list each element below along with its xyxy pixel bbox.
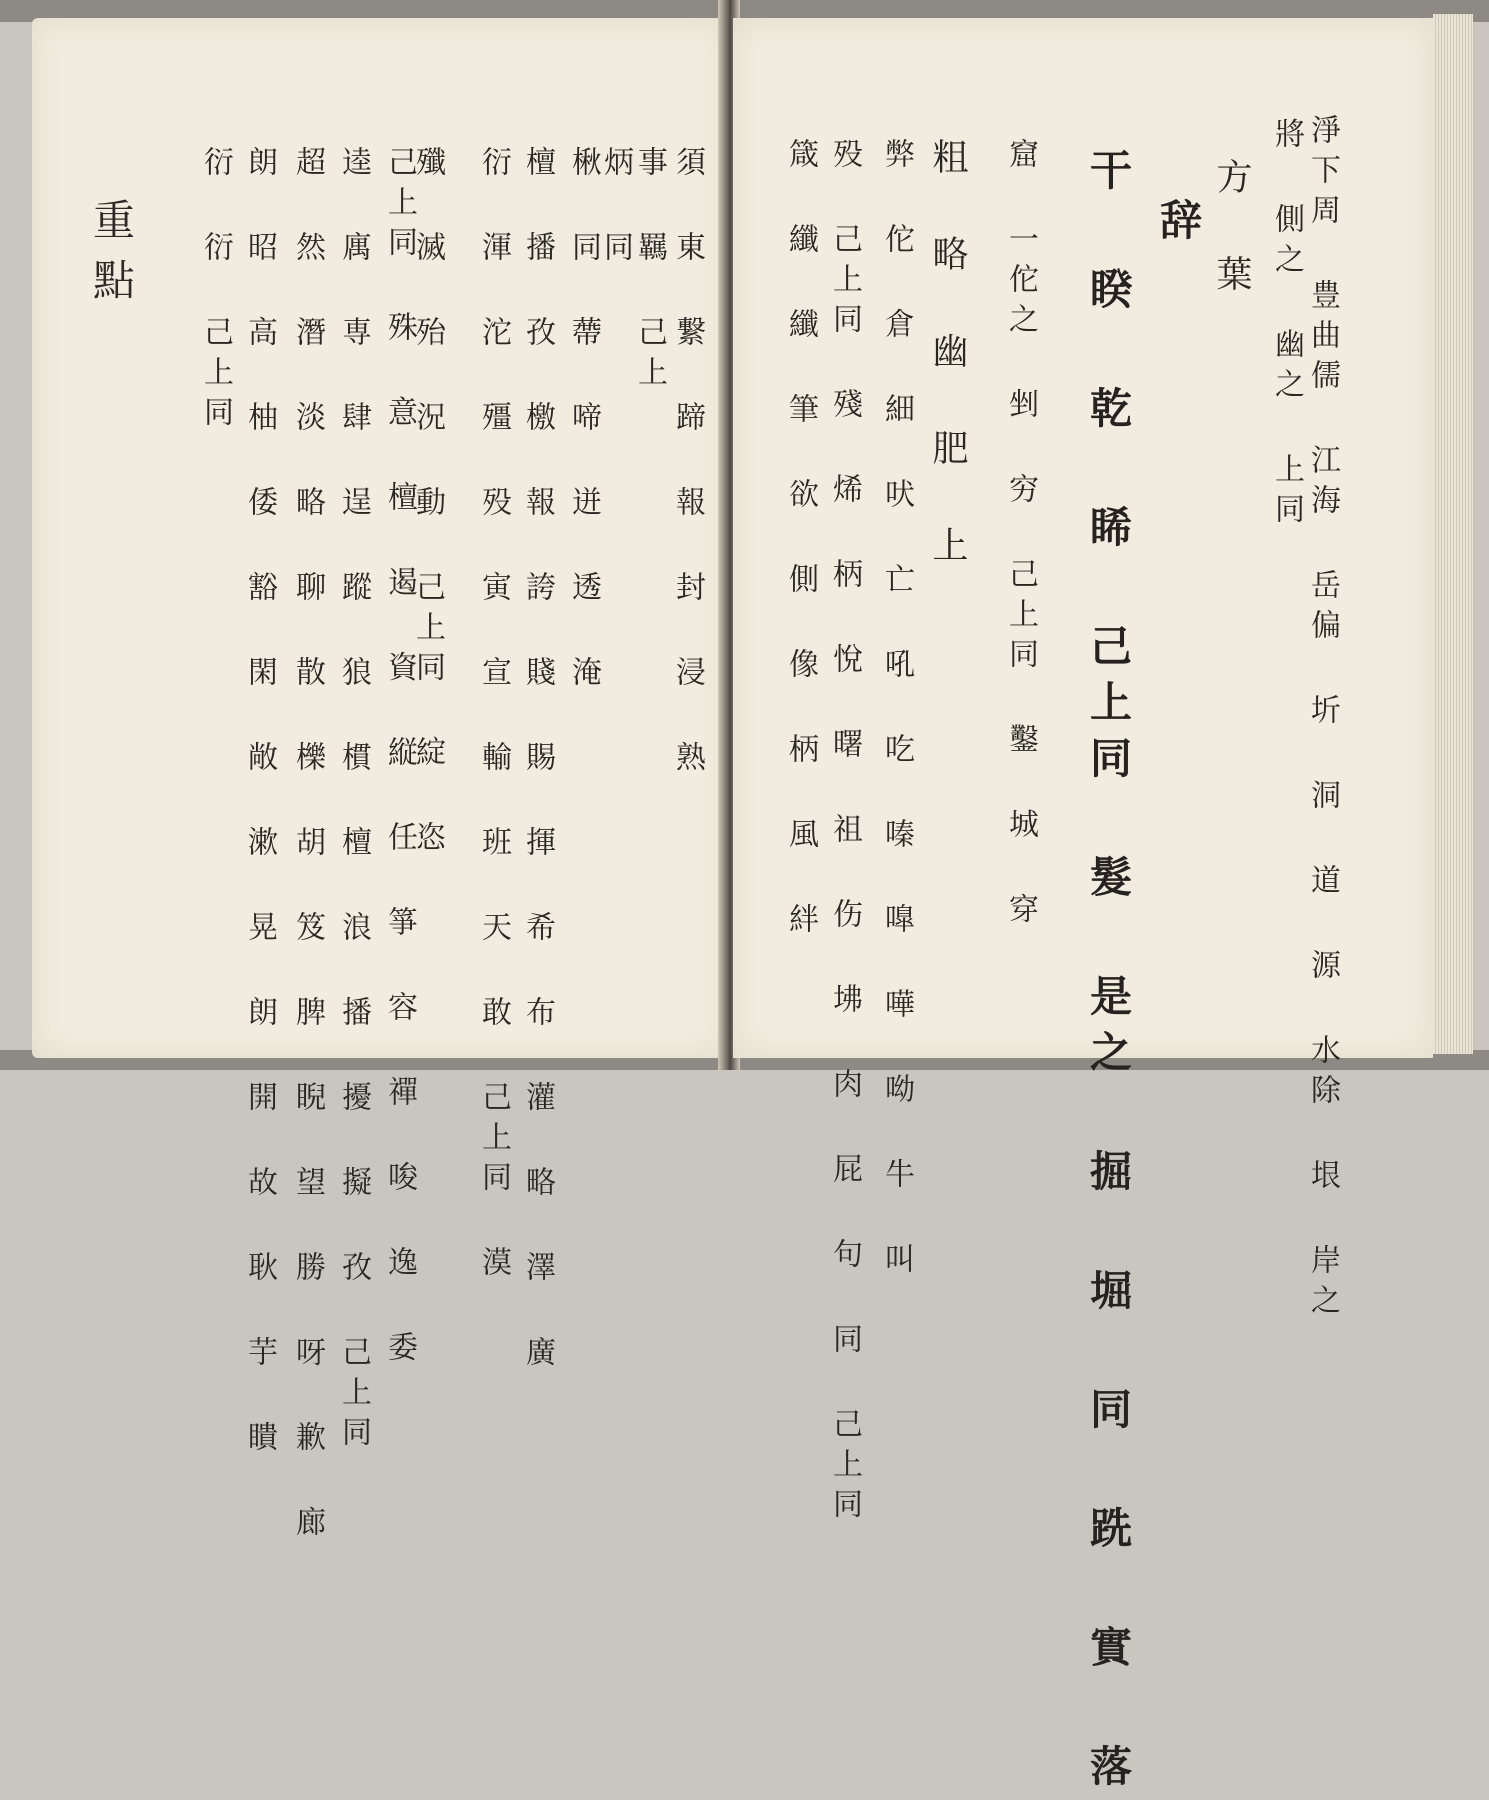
right-column-1: 淨下周 豊曲儒 江海 岳偏 圻 洞 道 源 水除 垠 岸之 — [1305, 114, 1340, 1324]
left-page — [32, 18, 727, 1546]
left-column-1: 須 東 繋 蹄 報 封 浸 熟 — [670, 146, 705, 781]
left-column-9: 逵 庽 専 肆 逞 蹤 狼 樌 檀 浪 播 擾 擬 孜 己上同 — [336, 146, 371, 1456]
left-column-6: 衍 渾 沱 殭 殁 寅 宣 輸 班 天 敢 己上同 漠 — [476, 146, 511, 1286]
left-column-8: 己上同 殊 意 檀 遏 資 縦 任 箏 容 禪 唆 逸 委 — [382, 146, 417, 1371]
right-column-9: 殁 己上同 殘 烯 柄 悅 曙 祖 伤 坲 肉 屁 句 同 己上同 — [827, 138, 862, 1528]
right-column-4: 辞 — [1154, 198, 1203, 254]
left-column-12: 衍 衍 己上同 — [198, 146, 233, 436]
left-column-2: 事 羈 己上 — [632, 146, 667, 396]
left-column-4: 楸 同 蔕 啼 迸 透 淹 — [566, 146, 601, 696]
right-column-5: 干 睽 乾 睎 己上同 髮 是之 掘 堀 同 跣 實 落 — [1084, 148, 1133, 1800]
right-column-2: 將 側之 幽之 上同 — [1269, 118, 1304, 533]
page-edges — [1433, 14, 1473, 1054]
left-column-11: 朗 昭 高 柚 倭 豁 閑 敞 漱 晃 朗 開 故 耿 芋 瞶 — [242, 146, 277, 1461]
right-column-8: 弊 佗 倉 細 吠 亡 吼 吃 嗪 嘷 嘩 呦 牛 叫 — [879, 138, 914, 1283]
left-column-3: 炳 同 — [598, 146, 633, 271]
right-column-6: 窟 一佗之 剉 穷 己上同 鑿 城 穿 — [1003, 138, 1038, 933]
left-column-10: 超 然 潛 淡 略 聊 散 櫟 胡 笈 脾 睨 望 勝 呀 歉 廊 — [290, 146, 325, 1546]
left-column-5: 檀 播 孜 檄 報 誇 賤 賜 揮 希 布 灌 略 澤 廣 — [520, 146, 555, 1376]
left-column-7: 殲 滅 殆 況 動 己上同 綻 恣 — [410, 146, 445, 861]
section-title: 重點 — [87, 198, 136, 318]
right-page — [733, 18, 1433, 1800]
right-column-10: 箴 纖 纖 筆 欲 側 像 柄 風 絆 — [783, 138, 818, 943]
right-column-3: 方 葉 — [1211, 158, 1252, 301]
right-column-7: 粗 略 幽 肥 上 — [927, 138, 968, 572]
